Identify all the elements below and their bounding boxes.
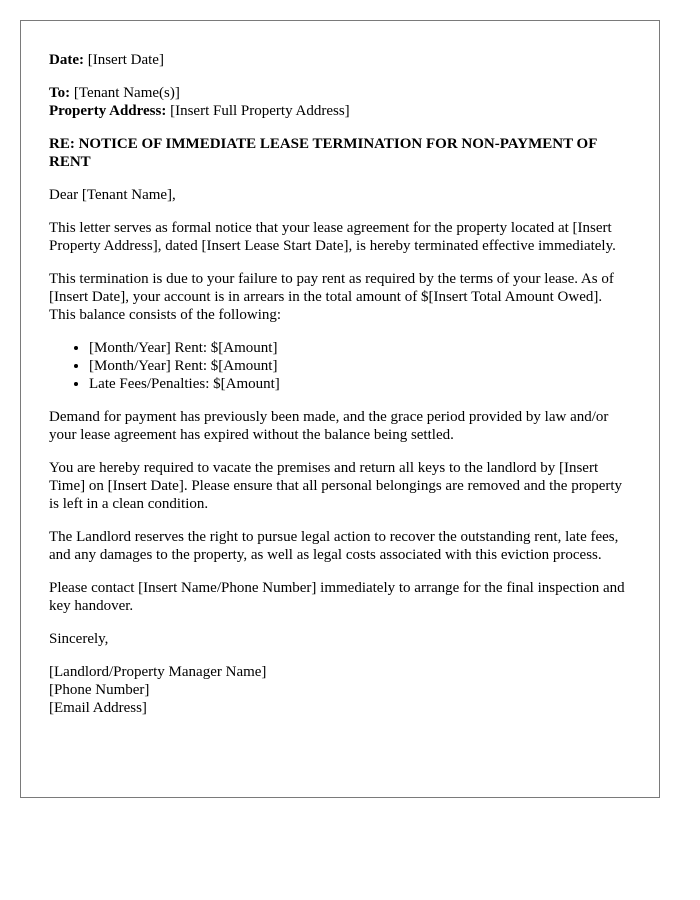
recipient-block [49,84,631,120]
signature-block [49,663,631,717]
signature-phone: [Phone Number] [49,682,150,698]
subject-line: RE: NOTICE OF IMMEDIATE LEASE TERMINATION FOR NON-PAYMENT OF RENT [49,136,597,170]
date-line [49,51,631,69]
paragraph-arrears: This termination is due to your failure to pay rent as required by the terms of your lease. As of [Insert Date], your account is in arrears in the total amount of $[Insert Total Amount Owed]. This balance consists of the following: [49,271,614,323]
signature-email: [Email Address] [49,700,147,716]
property-address-line [49,102,631,120]
closing: Sincerely, [49,631,109,647]
paragraph-demand: Demand for payment has previously been made, and the grace period provided by law and/or your lease agreement has expired without the balance being settled. [49,409,609,443]
paragraph-notice: This letter serves as formal notice that your lease agreement for the property located at [Insert Property Address], dated [Insert Lease Start Date], is hereby terminated effective immediately. [49,220,616,254]
paragraph-contact: Please contact [Insert Name/Phone Number] immediately to arrange for the final inspection and key handover. [49,580,625,614]
date-label: Date: [49,52,84,68]
property-address-value: [Insert Full Property Address] [170,103,350,119]
list-item: • [Month/Year] Rent: $[Amount] [89,339,631,357]
property-address-label: Property Address: [49,103,167,119]
balance-list [49,339,631,393]
list-item: • [Month/Year] Rent: $[Amount] [89,357,631,375]
to-line [49,84,631,102]
to-value: [Tenant Name(s)] [73,85,180,101]
list-item: • Late Fees/Penalties: $[Amount] [89,375,631,393]
paragraph-vacate: You are hereby required to vacate the premises and return all keys to the landlord by [Insert Time] on [Insert Date]. Please ensure that all personal belongings are removed and the property is left in a clean condition. [49,460,623,512]
date-value: [Insert Date] [87,52,164,68]
signature-name: [Landlord/Property Manager Name] [49,664,267,680]
salutation: Dear [Tenant Name], [49,187,176,203]
to-label: To: [49,85,71,101]
letter-document [20,20,660,798]
paragraph-legal-action: The Landlord reserves the right to pursue legal action to recover the outstanding rent, late fees, and any damages to the property, as well as legal costs associated with this eviction process. [49,529,619,563]
